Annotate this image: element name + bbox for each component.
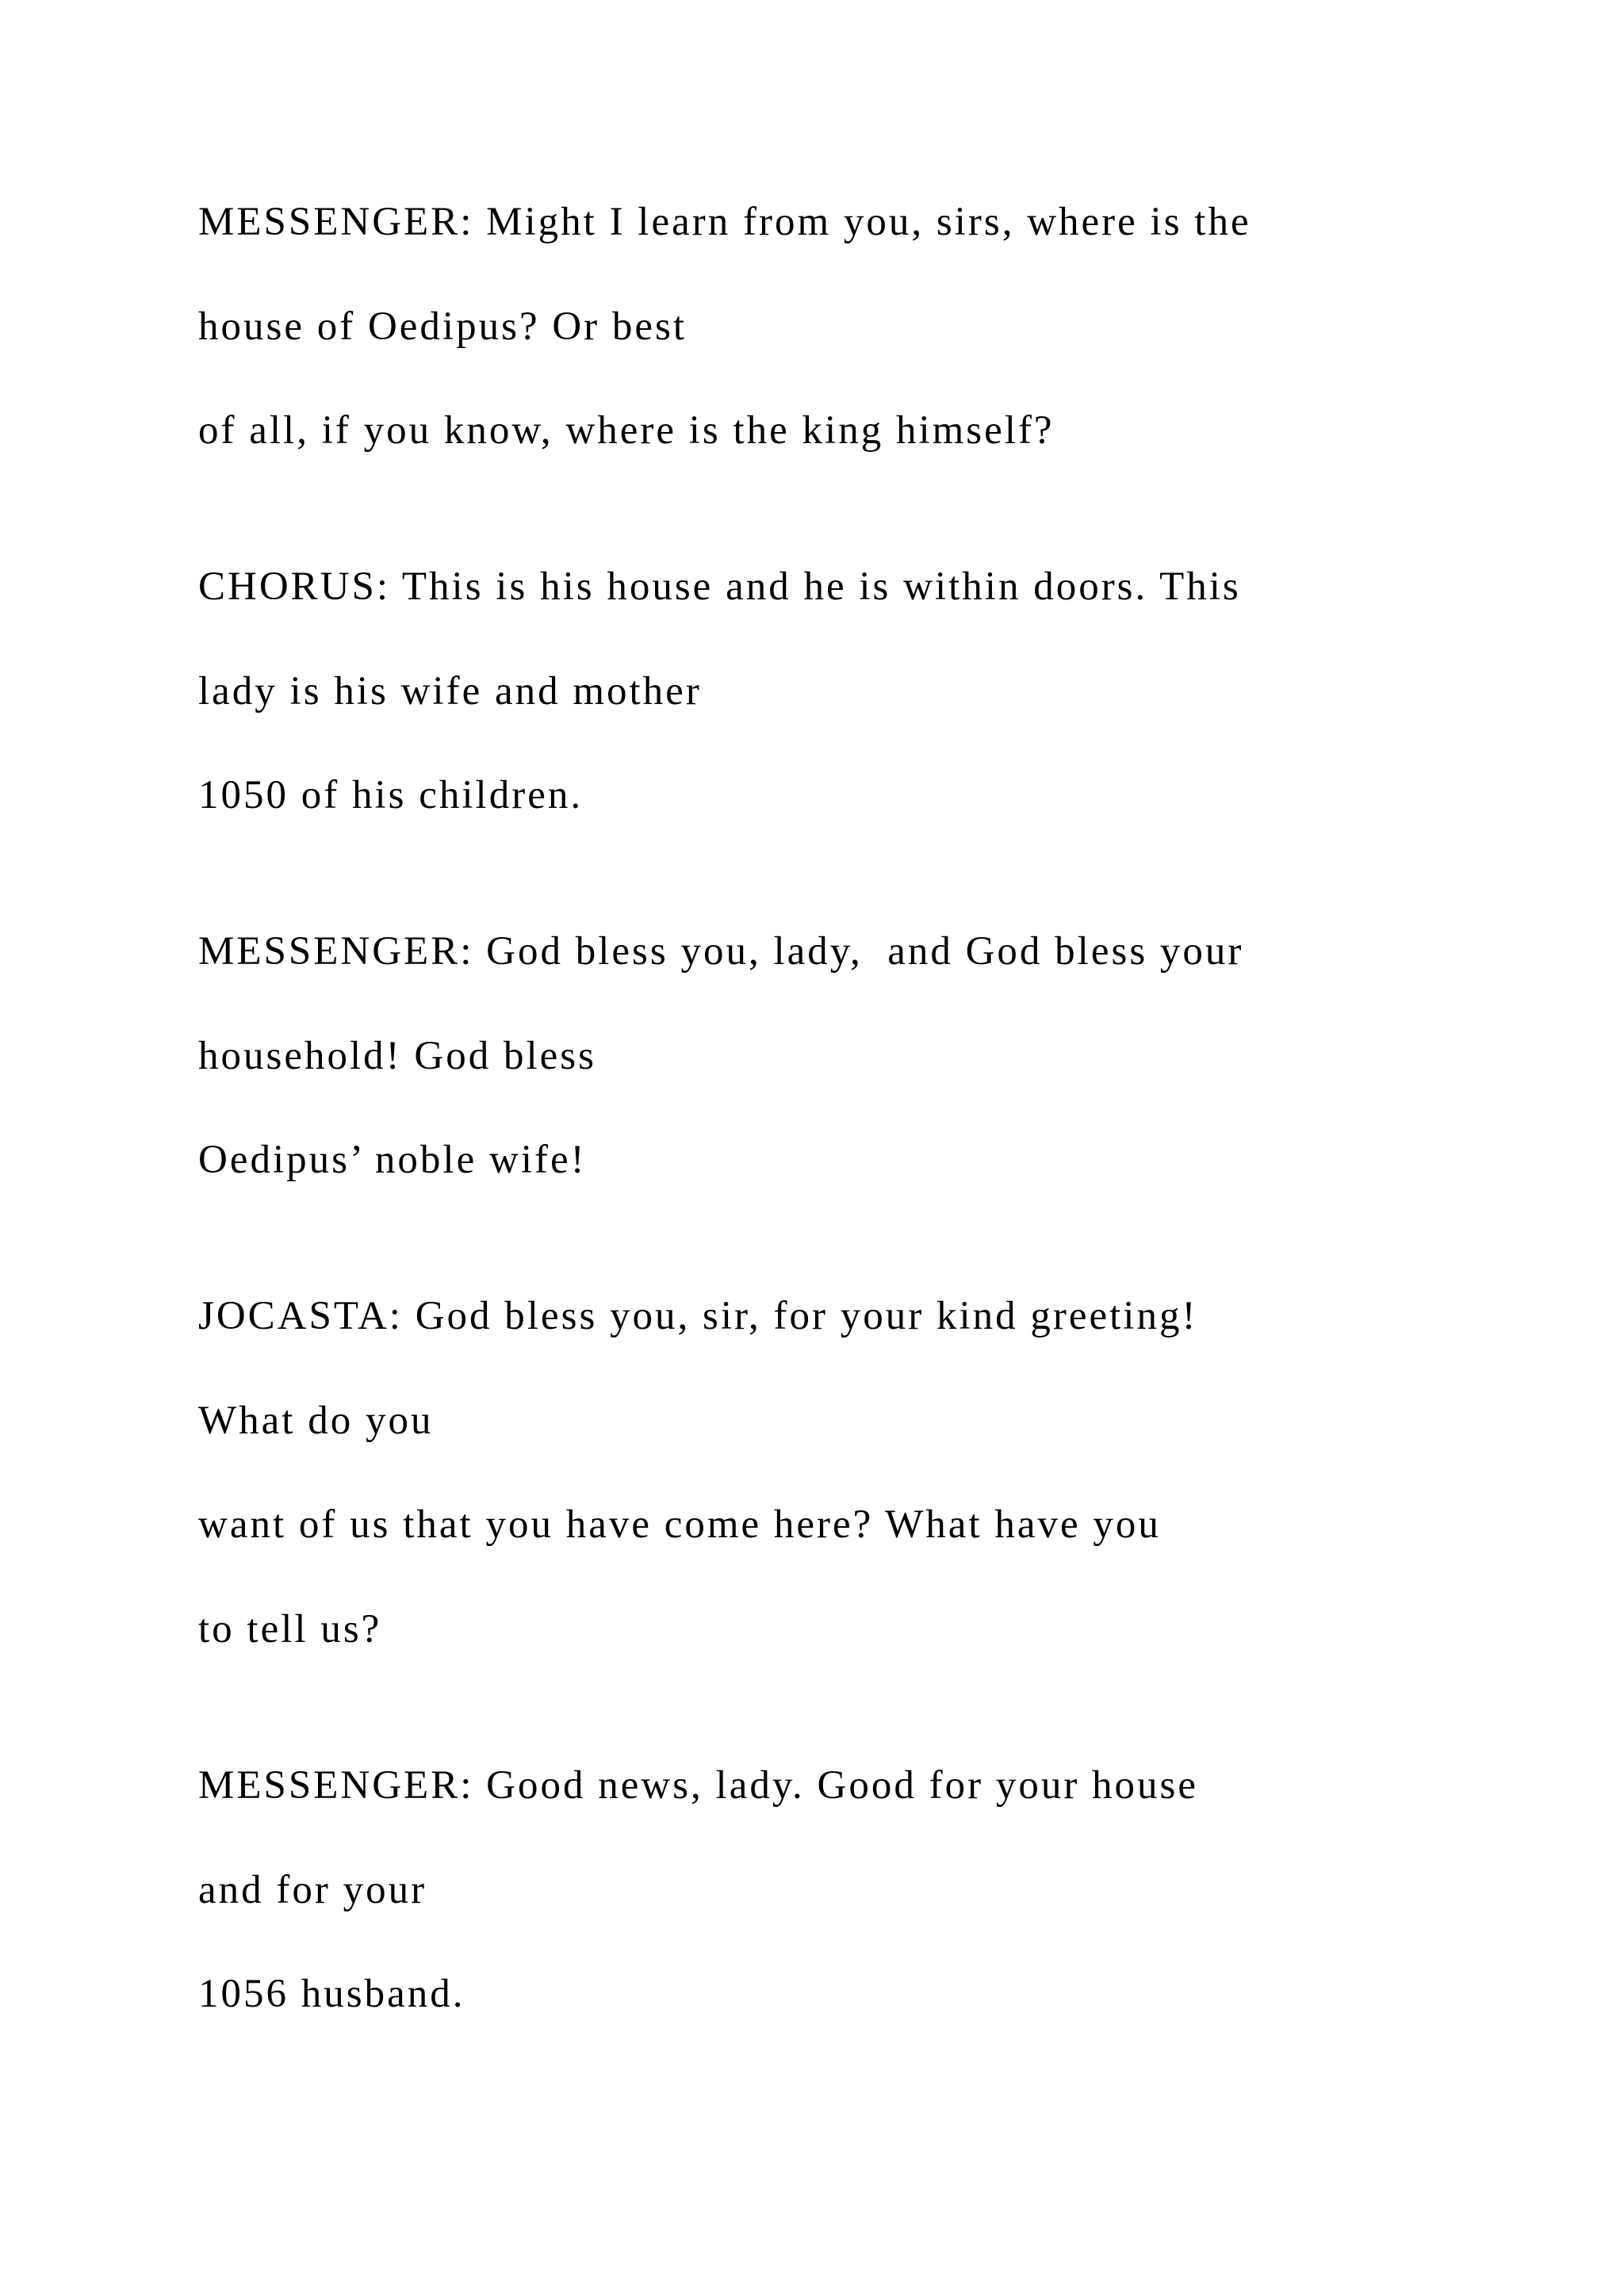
messenger-line-1: MESSENGER: Might I learn from you, sirs, where is the [198, 200, 1251, 244]
messenger-line-2: house of Oedipus? Or best [198, 304, 688, 349]
messenger-line-3: of all, if you know, where is the king himself? [198, 408, 1055, 453]
jocasta-line-2: What do you [198, 1399, 434, 1443]
messenger-line-5: household! God bless [198, 1034, 596, 1078]
messenger-line-9: 1056 husband. [198, 1972, 465, 2016]
chorus-line-2: lady is his wife and mother [198, 669, 702, 714]
chorus-line-1: CHORUS: This is his house and he is within doors. This [198, 564, 1241, 609]
jocasta-line-3: want of us that you have come here? What have you [198, 1502, 1161, 1547]
messenger-line-8: and for your [198, 1868, 427, 1912]
messenger-line-4: MESSENGER: God bless you, lady, and God bless your [198, 929, 1244, 974]
jocasta-line-4: to tell us? [198, 1607, 382, 1651]
messenger-line-6: Oedipus’ noble wife! [198, 1138, 587, 1182]
jocasta-line-1: JOCASTA: God bless you, sir, for your kind greeting! [198, 1294, 1198, 1338]
chorus-line-3: 1050 of his children. [198, 773, 584, 817]
messenger-line-7: MESSENGER: Good news, lady. Good for your house [198, 1763, 1199, 1808]
